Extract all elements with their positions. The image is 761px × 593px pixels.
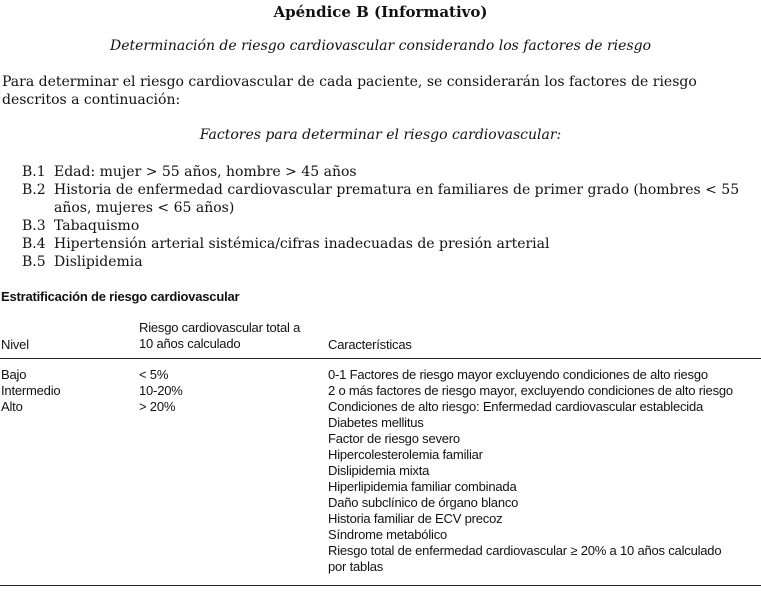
caracteristica-item: Riesgo total de enfermedad cardiovascular ≥ 20% a 10 años calculado por tablas	[328, 543, 722, 574]
factor-text: Hipertensión arterial sistémica/cifras inadecuadas de presión arterial	[54, 236, 550, 252]
factor-code: B.1	[22, 164, 46, 180]
stratification-title: Estratificación de riesgo cardiovascular	[1, 289, 240, 304]
appendix-title: Apéndice B (Informativo)	[273, 3, 488, 21]
header-caracteristicas: Características	[328, 337, 412, 352]
caracteristica-item: Factor de riesgo severo	[328, 431, 460, 446]
stratification-table	[0, 320, 761, 574]
table-row	[0, 383, 761, 399]
list-item	[22, 163, 760, 181]
list-item	[22, 217, 760, 235]
cell-caracteristicas	[328, 383, 738, 399]
cell-riesgo: 10-20%	[139, 383, 183, 398]
factor-text: Tabaquismo	[54, 218, 140, 234]
caracteristica-item: Historia familiar de ECV precoz	[328, 511, 503, 526]
table-row	[0, 367, 761, 383]
factors-title: Factores para determinar el riesgo cardiovascular:	[199, 127, 562, 143]
caracteristica-item: Dislipidemia mixta	[328, 463, 430, 478]
risk-factor-list	[22, 163, 760, 271]
caracteristica-item: Diabetes mellitus	[328, 415, 424, 430]
caracteristica-item: Hiperlipidemia familiar combinada	[328, 479, 517, 494]
cell-caracteristicas	[328, 367, 738, 383]
list-item	[22, 235, 760, 253]
caracteristica-item: Hipercolesterolemia familiar	[328, 447, 483, 462]
factor-code: B.4	[22, 236, 46, 252]
factor-code: B.5	[22, 254, 46, 270]
cell-caracteristicas	[328, 399, 738, 575]
cell-nivel: Bajo	[1, 367, 27, 382]
table-bottom-rule	[0, 585, 761, 586]
caracteristica-item: 0-1 Factores de riesgo mayor excluyendo condiciones de alto riesgo	[328, 367, 708, 382]
list-item	[22, 181, 760, 217]
factor-code: B.3	[22, 218, 46, 234]
factor-text: Edad: mujer > 55 años, hombre > 45 años	[54, 164, 357, 180]
caracteristica-item: Condiciones de alto riesgo: Enfermedad cardiovascular establecida	[328, 399, 704, 414]
table-top-rule	[0, 358, 761, 359]
caracteristica-item: Daño subclínico de órgano blanco	[328, 495, 519, 510]
factor-code: B.2	[22, 182, 46, 198]
intro-paragraph: Para determinar el riesgo cardiovascular de cada paciente, se considerarán los factores de riesgo descritos a continuación:	[2, 74, 697, 108]
factor-text: Dislipidemia	[54, 254, 143, 270]
cell-riesgo: < 5%	[139, 367, 169, 382]
factor-text: Historia de enfermedad cardiovascular prematura en familiares de primer grado (hombres < 55 años, mujeres < 65 años)	[54, 182, 740, 216]
table-header	[0, 320, 761, 356]
header-nivel: Nivel	[1, 337, 29, 352]
appendix-subtitle: Determinación de riesgo cardiovascular considerando los factores de riesgo	[109, 38, 652, 54]
cell-riesgo: > 20%	[139, 399, 176, 414]
cell-nivel: Intermedio	[1, 383, 61, 398]
list-item	[22, 253, 760, 271]
cell-nivel: Alto	[1, 399, 23, 414]
table-row	[0, 399, 761, 575]
caracteristica-item: 2 o más factores de riesgo mayor, excluyendo condiciones de alto riesgo	[328, 383, 733, 398]
caracteristica-item: Síndrome metabólico	[328, 527, 448, 542]
header-riesgo: Riesgo cardiovascular total a 10 años calculado	[139, 320, 301, 351]
